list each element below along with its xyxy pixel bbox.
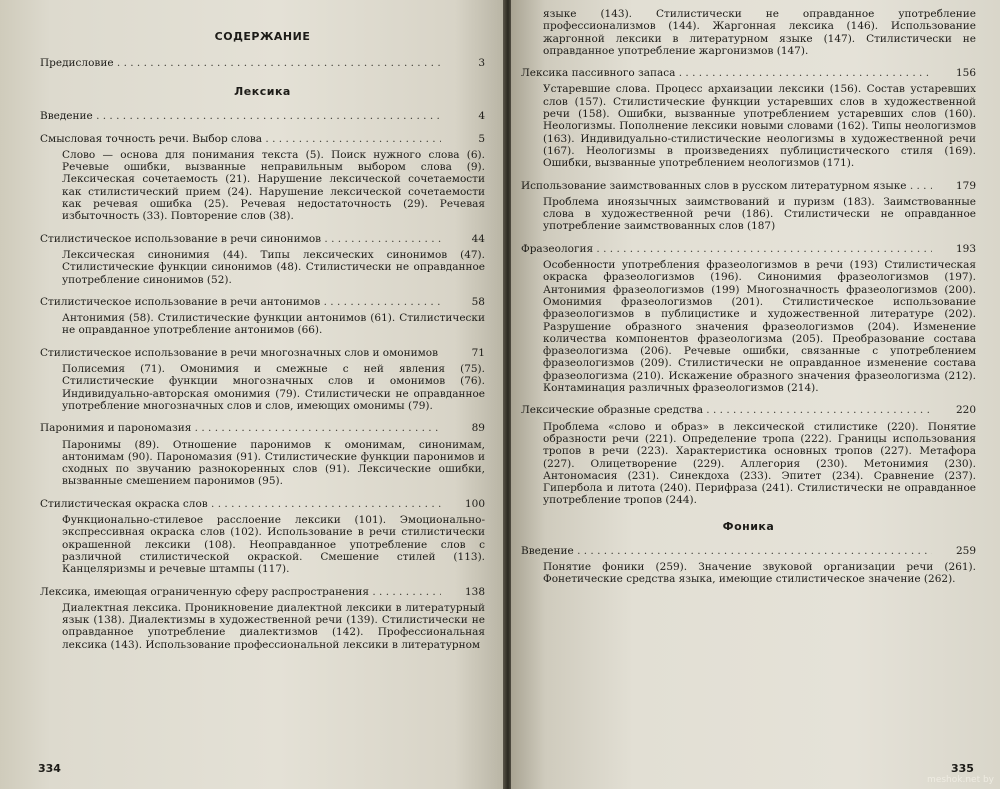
- contents-title: СОДЕРЖАНИЕ: [214, 30, 311, 43]
- toc-entry-title: Стилистическое использование в речи антонимов . . .: [40, 296, 441, 308]
- toc-entry-preface: [40, 57, 485, 69]
- toc-entry-subtopics: Устаревшие слова. Процесс архаизации лексики (156). Состав устаревших слов (157). Стилистические функции устаревших слов в художественной речи (158). Ошибки, вызванные употреблением устаревших слов (160). Неологизмы. Пополнение лексики новыми словами (162). Типы неологизмов (163). Индивидуально-стилистические неологизмы в художественной речи (167). Неологизмы в произведениях публицистического стиля (169). Ошибки, вызванные употреблением неологизмов (171).: [543, 83, 976, 170]
- toc-entry: [40, 110, 485, 122]
- toc-entry-page: 58: [471, 295, 485, 308]
- toc-entry-title: Паронимия и парономазия . . .: [40, 422, 441, 434]
- toc-entry-page: 179: [955, 179, 976, 192]
- toc-entry-page: 193: [955, 242, 976, 255]
- toc-continuation-text: языке (143). Стилистически не оправданное употребление профессионализмов (144). Жаргонная лексика (146). Использование жаргонной лексики в литературном языке (147). Стилистически не оправданное употребление жаргонизмов (147).: [543, 8, 976, 57]
- toc-entry-page: 89: [471, 422, 485, 435]
- toc-entry: [40, 586, 485, 651]
- toc-entry-subtopics: Полисемия (71). Омонимия и смежные с ней явления (75). Стилистические функции многозначных слов и омонимов (76). Индивидуально-авторская омонимия (79). Стилистически не оправданное употребление многозначных слов и слов, имеющих омонимы (79).: [62, 363, 485, 412]
- toc-entry-subtopics: Лексическая синонимия (44). Типы лексических синонимов (47). Стилистические функции синонимов (48). Стилистически не оправданное употребление синонимов (52).: [62, 248, 485, 286]
- toc-entry: [521, 180, 976, 233]
- toc-entry-subtopics: Диалектная лексика. Проникновение диалектной лексики в литературный язык (138). Диалектизмы в художественной речи (139). Стилистически не оправданное употребление диалектизмов (142). Профессиональная лексика (143). Использование профессиональной лексики в литературном: [62, 601, 485, 651]
- toc-entry-page: 3: [478, 57, 485, 69]
- toc-entry-subtopics: Проблема иноязычных заимствований и пуризм (183). Заимствованные слова в художественной речи (186). Стилистически не оправданное употребление заимствованных слов (187): [543, 195, 976, 233]
- toc-entry-subtopics: Понятие фоники (259). Значение звуковой организации речи (261). Фонетические средства языка, имеющие стилистическое значение (262).: [543, 560, 976, 586]
- toc-entry: [521, 404, 976, 506]
- toc-entry-title: Стилистическое использование в речи синонимов . . .: [40, 233, 441, 245]
- toc-entry-page: 5: [478, 132, 485, 145]
- toc-entry: [521, 67, 976, 169]
- toc-entry-page: 4: [478, 110, 485, 123]
- right-column: [521, 8, 976, 596]
- toc-entry-title: Введение . . .: [521, 545, 932, 557]
- toc-entry-subtopics: Функционально-стилевое расслоение лексики (101). Эмоционально-экспрессивная окраска слов (102). Использование в речи стилистически окрашенной лексики (108). Неоправданное употребление слов с различной стилистической окраской. Смешение стилей (113). Канцеляризмы и речевые штампы (117).: [62, 514, 485, 576]
- toc-entry-page: 100: [464, 497, 485, 510]
- page-number: 334: [38, 762, 61, 775]
- toc-entry-title: Стилистическое использование в речи многозначных слов и омонимов . . .: [40, 347, 441, 359]
- toc-entry: [40, 422, 485, 487]
- right-page: [511, 0, 1000, 789]
- toc-entry-page: 44: [471, 232, 485, 245]
- toc-entry-title: Введение . . .: [40, 110, 441, 122]
- toc-entry-page: 220: [955, 404, 976, 417]
- toc-entry-subtopics: Особенности употребления фразеологизмов в речи (193) Стилистическая окраска фразеологизмов (196). Синонимия фразеологизмов (197). Антонимия фразеологизмов (199) Многозначность фразеологизмов (200). Омонимия фразеологизмов (201). Стилистическое использование фразеологизмов в публицистике и художественной литературе (202). Разрушение образного значения фразеологизмов (204). Изменение количества компонентов фразеологизма (205). Преобразование состава фразеологизма (206). Речевые ошибки, связанные с употреблением фразеологизмов (209). Стилистически не оправданное изменение состава фразеологизма (210). Искажение образного значения фразеологизма (212). Контаминация различных фразеологизмов (214).: [543, 259, 976, 395]
- section-title-fonika: Фоника: [722, 519, 775, 533]
- toc-entry-title: Стилистическая окраска слов . . .: [40, 498, 441, 510]
- toc-entry-subtopics: Паронимы (89). Отношение паронимов к омонимам, синонимам, антонимам (90). Парономазия (91). Стилистические функции паронимов и сходных по звучанию разнокоренных слов (91). Лексические ошибки, вызванные смешением паронимов (95).: [62, 438, 485, 488]
- toc-entry-page: 156: [955, 67, 976, 80]
- page-number: 335: [951, 762, 974, 775]
- toc-entry: [521, 545, 976, 586]
- toc-entry-page: 71: [471, 346, 485, 359]
- toc-entry-subtopics: Слово — основа для понимания текста (5). Поиск нужного слова (6). Речевые ошибки, вызванные неправильным выбором слова (9). Лексическая сочетаемость (21). Нарушение лексической сочетаемости как стилистический прием (24). Нарушение лексической сочетаемости как речевая ошибка (25). Речевая недостаточность (29). Речевая избыточность (33). Повторение слов (38).: [62, 148, 485, 223]
- toc-entry: [40, 347, 485, 412]
- section-title-lexika: Лексика: [234, 85, 291, 99]
- toc-entry-title: Лексика пассивного запаса . . .: [521, 67, 932, 79]
- toc-entry: [40, 498, 485, 576]
- toc-entry-title: Лексика, имеющая ограниченную сферу распространения . . .: [40, 586, 441, 598]
- toc-entry: [40, 296, 485, 337]
- toc-entry-title: Фразеология . . .: [521, 243, 932, 255]
- toc-entry-subtopics: Проблема «слово и образ» в лексической стилистике (220). Понятие образности речи (221). Определение тропа (222). Границы использования тропов в речи (223). Характеристика основных тропов (227). Метафора (227). Олицетворение (229). Аллегория (230). Метонимия (230). Антономасия (231). Синекдоха (233). Эпитет (234). Сравнение (237). Гипербола и литота (240). Перифраза (241). Стилистически не оправданное употребление тропов (244).: [543, 420, 976, 507]
- watermark: meshok.net by: [927, 775, 994, 785]
- toc-entry-subtopics: Антонимия (58). Стилистические функции антонимов (61). Стилистически не оправданное употребление антонимов (66).: [62, 312, 485, 337]
- toc-entry: [521, 243, 976, 395]
- toc-entry-page: 259: [955, 544, 976, 557]
- toc-entry-title: Смысловая точность речи. Выбор слова . . .: [40, 133, 441, 145]
- toc-entry: [40, 233, 485, 286]
- toc-entry-title: Предисловие . . .: [40, 57, 441, 69]
- toc-entry-title: Использование заимствованных слов в русском литературном языке . . .: [521, 180, 932, 192]
- left-column: [40, 30, 485, 661]
- toc-entry-title: Лексические образные средства . . .: [521, 404, 932, 416]
- toc-entry: [40, 133, 485, 223]
- toc-entry-page: 138: [464, 585, 485, 598]
